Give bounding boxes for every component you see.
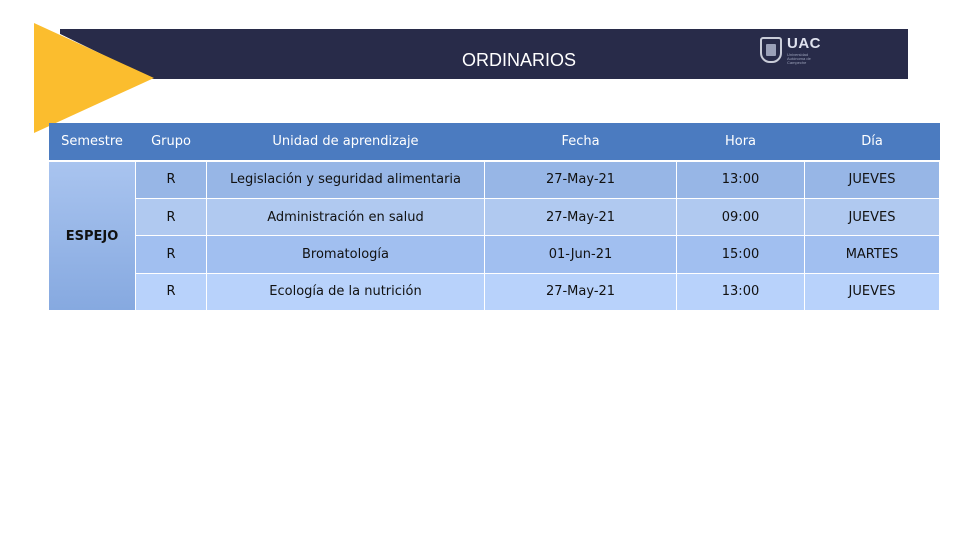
logo-text: UAC (787, 34, 821, 52)
fecha-cell: 27-May-21 (485, 198, 677, 235)
dia-cell: MARTES (805, 236, 940, 273)
column-header-hora: Hora (677, 123, 805, 161)
exam-schedule-table (48, 123, 940, 311)
column-header-fecha: Fecha (485, 123, 677, 161)
column-header-grupo: Grupo (136, 123, 207, 161)
fecha-cell: 01-Jun-21 (485, 236, 677, 273)
table-row (49, 236, 940, 273)
hora-cell: 13:00 (677, 273, 805, 310)
university-logo (760, 35, 827, 65)
dia-cell: JUEVES (805, 273, 940, 310)
fecha-cell: 27-May-21 (485, 273, 677, 310)
table-row (49, 161, 940, 198)
column-header-semestre: Semestre (49, 123, 136, 161)
unidad-cell: Bromatología (207, 236, 485, 273)
hora-cell: 15:00 (677, 236, 805, 273)
column-header-dia: Día (805, 123, 940, 161)
table-row (49, 273, 940, 310)
fecha-cell: 27-May-21 (485, 161, 677, 198)
grupo-cell: R (136, 198, 207, 235)
grupo-cell: R (136, 273, 207, 310)
logo-subtitle: Universidad Autónoma de Campeche (787, 51, 811, 65)
table-row (49, 198, 940, 235)
dia-cell: JUEVES (805, 198, 940, 235)
unidad-cell: Legislación y seguridad alimentaria (207, 161, 485, 198)
grupo-cell: R (136, 161, 207, 198)
hora-cell: 09:00 (677, 198, 805, 235)
hora-cell: 13:00 (677, 161, 805, 198)
column-header-unidad: Unidad de aprendizaje (207, 123, 485, 161)
page-title: ORDINARIOS (461, 49, 576, 70)
grupo-cell: R (136, 236, 207, 273)
unidad-cell: Administración en salud (207, 198, 485, 235)
semester-cell: ESPEJO (49, 161, 136, 311)
yellow-triangle-decoration (34, 23, 154, 133)
university-seal-icon (760, 37, 782, 63)
table-header-row (49, 123, 940, 161)
dia-cell: JUEVES (805, 161, 940, 198)
unidad-cell: Ecología de la nutrición (207, 273, 485, 310)
